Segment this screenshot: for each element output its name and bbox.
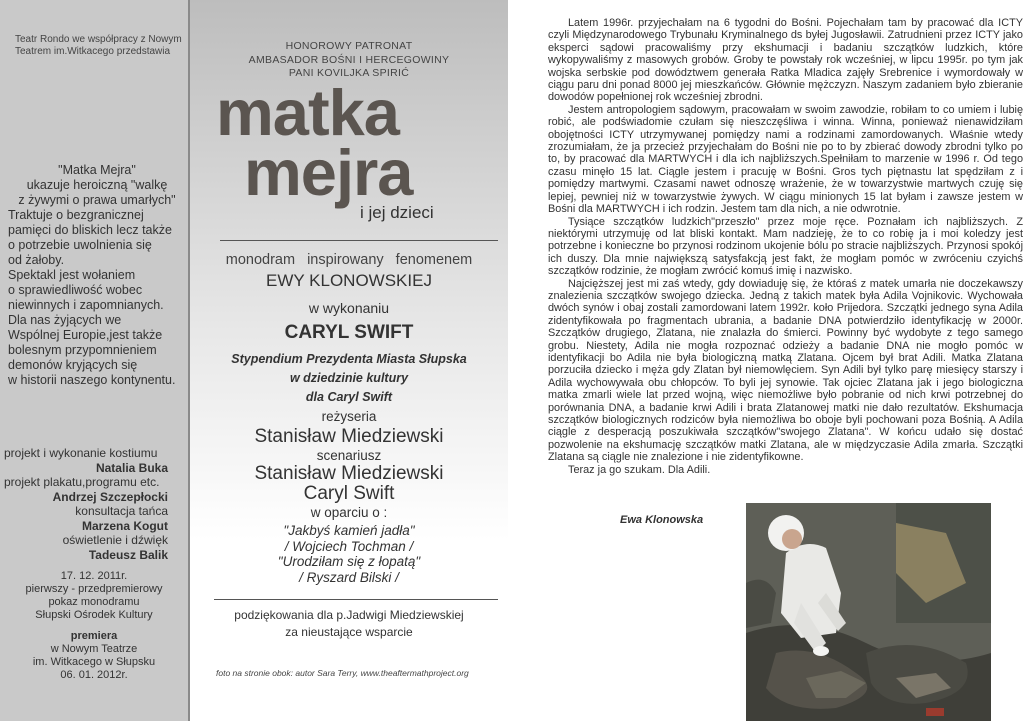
premiere-info <box>0 630 188 682</box>
acknowledgement-line: za nieustające wsparcie <box>285 625 413 639</box>
script-label: scenariusz <box>316 448 382 463</box>
credit-role: projekt i wykonanie kostiumu <box>4 446 158 460</box>
manifesto-line: niewinnych i zapomnianych. <box>8 298 164 312</box>
credit-name: Marzena Kogut <box>81 518 168 533</box>
manifesto <box>8 163 186 388</box>
middle-column <box>190 0 508 721</box>
credit-name: Andrzej Szczepłocki <box>52 489 168 504</box>
performer-name: CARYL SWIFT <box>284 322 414 343</box>
credits-list <box>4 446 186 562</box>
credit-role: projekt plakatu,programu etc. <box>4 475 160 489</box>
manifesto-line: Dla nas żyjących we <box>8 313 122 327</box>
premiere-line: im. Witkacego w Słupsku <box>32 656 156 668</box>
essay-paragraph: Teraz ja go szukam. Dla Adili. <box>568 463 711 476</box>
writer-name: Stanisław Miedziewski <box>254 463 444 484</box>
writer-name: Caryl Swift <box>303 483 395 504</box>
preview-info <box>0 570 188 622</box>
essay-paragraph: Jestem antropologiem sądowym, pracowałam w swoim zawodzie, robiłam to co umiem i lubię robić, ale podświadomie czułam się nieszczęśliwa i winna. Winna, ponieważ nienawidziłam obojętności ICTY utrzymywanej pomiędzy nami a rodzinami zamordowanych. Właśnie wtedy zrozumiałam, że ja przecież przyjechałam do Bośni nie po to by zbierać dowody zbrodni tylko po to, by pracować dla MARTWYCH i dla ich najbliższych.Spełniłam to marzenie w 1996 r. Od tego czasu minęło 15 lat. Ciągle jestem i pracuję w Bośni. Gros tych piętnastu lat spędziłam z i pomiędzy martwymi. Czasami nawet odnoszę wrażenie, że w towarzystwie martwych czuję się lepiej, pewniej niż w towarzystwie żywych. W ciągu minionych 15 lat byłam i zawsze jestem w Bośni dla MARTWYCH i ich rodzin. Jestem tam dla nich, a nie odwrotnie. <box>548 103 1023 216</box>
stipend <box>190 350 508 407</box>
stipend-line: w dziedzinie kultury <box>289 371 409 385</box>
manifesto-line: Traktuje o bezgranicznej <box>8 208 144 222</box>
premiere-line: w Nowym Teatrze <box>50 643 138 655</box>
source-author: / Ryszard Bilski / <box>299 569 399 585</box>
credit-role: oświetlenie i dźwięk <box>62 533 168 547</box>
divider-line <box>220 240 498 241</box>
stipend-line: Stypendium Prezydenta Miasta Słupska <box>231 352 467 366</box>
premiere-label: premiera <box>70 630 118 642</box>
manifesto-line: z żywymi o prawa umarłych" <box>18 193 176 207</box>
title-matka: matka <box>216 76 399 149</box>
stipend-line: dla Caryl Swift <box>305 390 393 404</box>
photo-credit: foto na stronie obok: autor Sara Terry, www.theaftermathproject.org <box>216 668 469 678</box>
direction-label: reżyseria <box>321 409 377 424</box>
preview-line: pokaz monodramu <box>48 596 140 608</box>
director-name: Stanisław Miedziewski <box>254 426 444 447</box>
manifesto-line: o potrzebie uwolnienia się <box>8 238 152 252</box>
premiere-date: 06. 01. 2012r. <box>60 669 128 681</box>
inspiration-name: EWY KLONOWSKIEJ <box>266 271 432 290</box>
preview-line: Słupski Ośrodek Kultury <box>35 609 153 621</box>
exhumation-photo <box>746 503 991 721</box>
monodram-text: monodram inspirowany fenomenem <box>225 252 473 268</box>
essay-paragraph: Tysiące szczątków ludzkich"przeszło" przez moje ręce. Poznałam ich najbliższych. Z niektórymi utrzymuję od lat bliski kontakt. Mam nadzieję, że to co robię ja i moi koledzy jest potrzebne i konieczne bo przynosi rodzinom ukojenie bólu po stracie najbliższych. Przynosi spokój ich duszy. Dla mnie największą satysfakcją jest fakt, że mogłam pomóc w zwróceniu czyichś szczątków rodzinie, że mogłam zwrócić komuś imię i nazwisko. <box>548 215 1023 278</box>
based-on-label: w oparciu o : <box>310 505 388 520</box>
acknowledgement <box>190 607 508 641</box>
manifesto-line: bolesnym przypomnieniem <box>8 343 157 357</box>
left-column <box>0 0 188 721</box>
manifesto-line: ukazuje heroiczną "walkę <box>26 178 168 192</box>
essay-paragraph: Najcięższej jest mi zaś wtedy, gdy dowiaduję się, że któraś z matek umarła nie doczekawszy znalezienia szczątków swojego dziecka. Jedną z takich matek była Adila Vojnikovic. Wychowała dwóch synów i obaj zostali zamordowani latem 1992r. koło Prijedora. Szczątki jednego syna Adila zidentyfikowała po fragmentach ubrania, a badanie DNA potwierdziło identyfikację w 2000r. Szczątków drugiego, Zlatana, nie znalazła do śmierci. Powinny być wydobyte z tego samego grobu. Niestety, Adila nie mogła rozpoznać odzieży a badanie DNA nie mogło pomóc w identyfikacji bo Adila nie była biologiczną matką Zlatana. Ojcem był brat Adili. Matka Zlatana porzuciła dziecko i męża gdy Zlatan był niemowlęciem. Syn Adili był tylko parę miesięcy starszy i Adila wychowywała obu chłopców. To byli jej synowie. Tak ojciec Zlatana jak i jego biologiczna matka zmarli wiele lat przed wojną, więc niemożliwe było pobranie od nich krwi potrzebnej do porównania DNA, a badanie krwi Adili i brata Zlatanowej matki nie dało rezultatów. Ekshumacja szczątków biologicznych rodziców była niemożliwa bo oboje byli pochowani poza Bośnią. A Adila ciągle z desperacją poszukiwała szczątków"swojego Zlatana". W końcu udało się dostać pozwolenie na ekshumację szczątków matki Zlatana, ale w międzyczasie Adila zmarła. Szczątki Zlatana są ciągle nie znalezione i nie zidentyfikowne. <box>548 277 1023 464</box>
divider-line <box>214 599 498 600</box>
patronage-line: PANI KOVILJKA SPIRIĆ <box>288 67 410 79</box>
performed-by-label: w wykonaniu <box>308 300 390 316</box>
manifesto-line: pamięci do bliskich lecz także <box>8 223 172 237</box>
credit-role: konsultacja tańca <box>75 504 168 518</box>
credit-name: Natalia Buka <box>95 460 168 475</box>
preview-date: 17. 12. 2011r. <box>60 570 128 582</box>
source-title: "Urodziłam się z łopatą" <box>277 554 421 569</box>
essay <box>548 17 1023 476</box>
manifesto-line: "Matka Mejra" <box>58 163 136 177</box>
preview-line: pierwszy - przedpremierowy <box>25 583 163 595</box>
manifesto-line: w historii naszego kontynentu. <box>8 373 176 387</box>
author-signature: Ewa Klonowska <box>620 514 704 526</box>
source-title: "Jakbyś kamień jadła" <box>283 523 415 538</box>
manifesto-line: Wspólnej Europie,jest także <box>8 328 163 342</box>
essay-paragraph: Latem 1996r. przyjechałam na 6 tygodni do Bośni. Pojechałam tam by pracować dla ICTY czyli Międzynarodowego Trybunału Kryminalnego ds byłej Jugosławii. Zatrudnieni przez ICTY jako eksperci sądowi pracowaliśmy przy ekshumacji i badaniu szczątków ludzkich, które wykopywaliśmy z masowych grobów. Groby te powstały rok wcześniej, w lipcu 1995r. po tym jak wojska serbskie pod dowództwem generała Ratka Mladica zajęły Srebrenice i wymordowały w ciągu paru dni ponad 8000 jej mieszkańców. Głównie mężczyzn. Naszym zadaniem było zbieranie dowodów popełnionej rok wcześniej zbrodni. <box>548 17 1023 104</box>
manifesto-line: o sprawiedliwość wobec <box>8 283 143 297</box>
manifesto-line: demonów kryjących się <box>8 358 138 372</box>
patronage-line: HONOROWY PATRONAT <box>285 40 413 52</box>
photo-illustration <box>746 503 991 721</box>
right-column <box>508 0 1024 721</box>
acknowledgement-line: podziękowania dla p.Jadwigi Miedziewskiej <box>234 608 464 622</box>
patronage <box>190 40 508 81</box>
subtitle: i jej dzieci <box>360 203 434 222</box>
credit-name: Tadeusz Balik <box>88 547 168 562</box>
manifesto-line: Spektakl jest wołaniem <box>8 268 136 282</box>
sources <box>190 523 508 585</box>
patronage-line: AMBASADOR BOŚNI I HERCEGOWINY <box>248 53 450 66</box>
presenter-text: Teatr Rondo we współpracy z Nowym Teatrem im.Witkacego przedstawia <box>15 34 182 57</box>
title-mejra: mejra <box>244 136 413 209</box>
manifesto-line: od żałoby. <box>8 253 65 267</box>
source-author: / Wojciech Tochman / <box>284 538 414 554</box>
